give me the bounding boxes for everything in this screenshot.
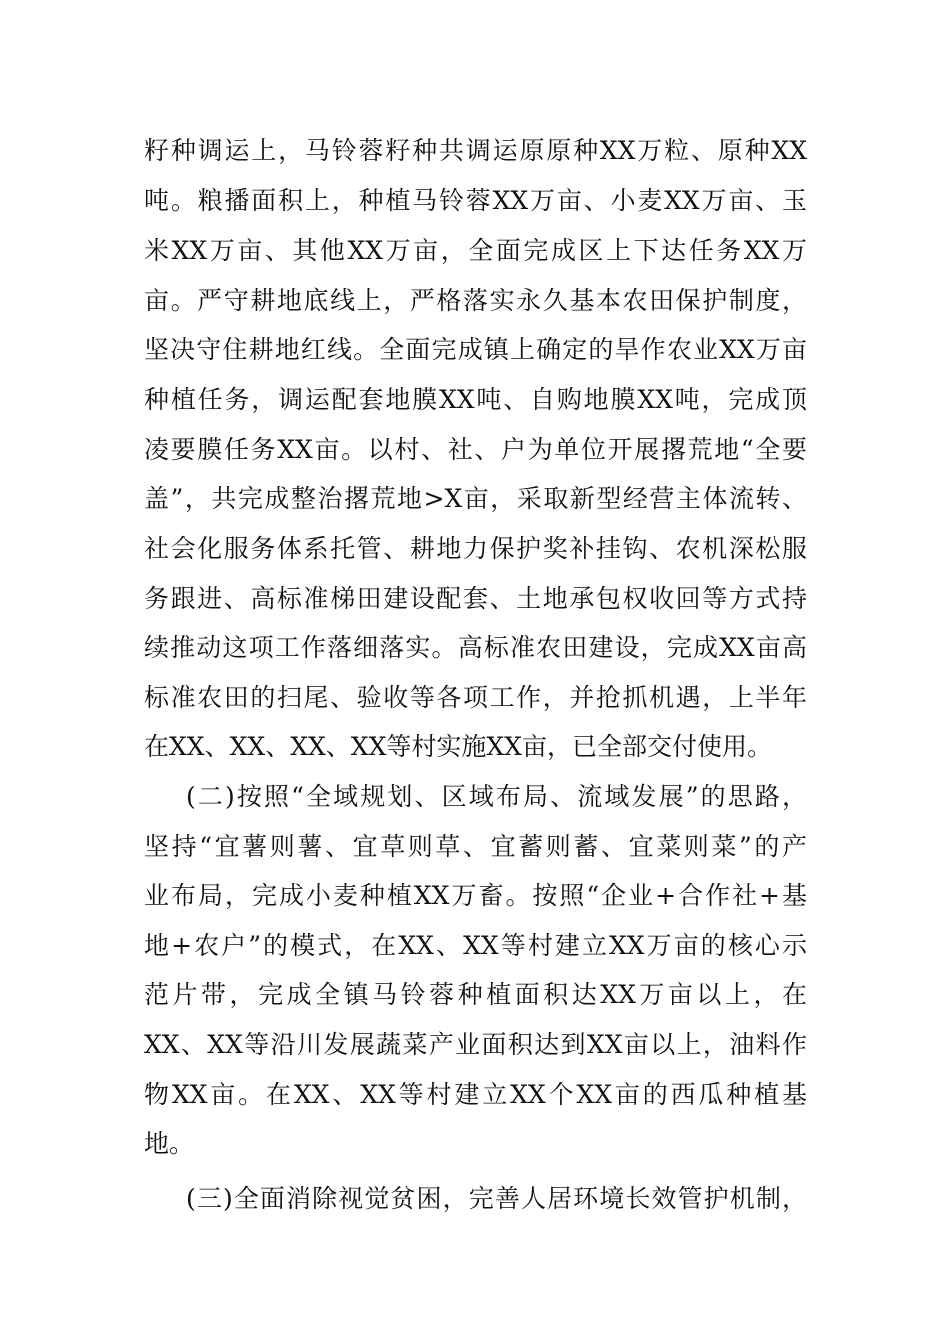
text-line: 物XX亩。在XX、XX等村建立XX个XX亩的西瓜种植基 [144, 1080, 807, 1109]
text-line: 坚决守住耕地红线。全面完成镇上确定的旱作农业XX万亩 [144, 335, 807, 364]
text-line: 亩。严守耕地底线上，严格落实永久基本农田保护制度， [144, 286, 807, 315]
text-line: 在XX、XX、XX、XX等村实施XX亩，已全部交付使用。 [144, 732, 772, 761]
text-line: 务跟进、高标准梯田建设配套、土地承包权收回等方式持 [144, 584, 807, 613]
text-line: 坚持“宜薯则薯、宜草则草、宜蓄则蓄、宜菜则菜”的产 [144, 832, 807, 861]
text-line: 业布局，完成小麦种植XX万畜。按照“企业+合作社+基 [144, 881, 807, 910]
text-line: 米XX万亩、其他XX万亩，全面完成区上下达任务XX万 [144, 236, 807, 265]
text-line: 标准农田的扫尾、验收等各项工作，并抢抓机遇，上半年 [144, 683, 807, 712]
text-line: 盖”，共完成整治撂荒地>X亩，采取新型经营主体流转、 [144, 484, 807, 513]
text-line: 吨。粮播面积上，种植马铃蓉XX万亩、小麦XX万亩、玉 [144, 186, 807, 215]
text-line: 续推动这项工作落细落实。高标准农田建设，完成XX亩高 [144, 633, 807, 662]
text-line: 地。 [144, 1129, 195, 1158]
text-line: 社会化服务体系托管、耕地力保护奖补挂钩、农机深松服 [144, 534, 807, 563]
paragraph-first-line: (二)按照“全域规划、区域布局、流域发展”的思路， [186, 782, 807, 811]
text-line: 地+农户”的模式，在XX、XX等村建立XX万亩的核心示 [144, 931, 807, 960]
text-line: 凌要膜任务XX亩。以村、社、户为单位开展撂荒地“全要 [144, 435, 807, 464]
text-line: 籽种调运上，马铃蓉籽种共调运原原种XX万粒、原种XX [144, 136, 807, 165]
text-line: 范片带，完成全镇马铃蓉种植面积达XX万亩以上，在 [144, 980, 807, 1009]
text-line: XX、XX等沿川发展蔬菜产业面积达到XX亩以上，油料作 [144, 1030, 807, 1059]
paragraph-first-line: (三)全面消除视觉贫困，完善人居环境长效管护机制， [186, 1184, 807, 1213]
text-line: 种植任务，调运配套地膜XX吨、自购地膜XX吨，完成顶 [144, 385, 807, 414]
